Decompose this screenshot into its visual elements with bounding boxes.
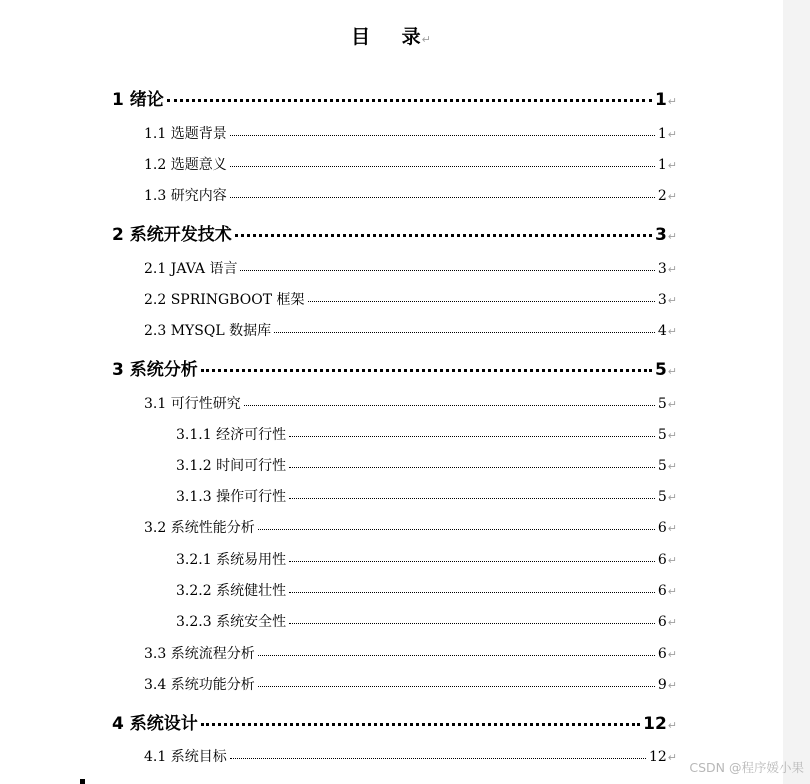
toc-leader bbox=[258, 655, 655, 656]
toc-page-number: 6 bbox=[657, 520, 667, 536]
toc-leader bbox=[230, 135, 655, 136]
toc-page-number: 3 bbox=[657, 292, 667, 308]
toc-leader bbox=[201, 369, 652, 372]
toc-title bbox=[0, 22, 783, 49]
toc-entry-subsection-3-1-2[interactable] bbox=[176, 455, 677, 475]
toc-leader bbox=[274, 332, 655, 333]
toc-leader bbox=[289, 561, 655, 562]
toc-entry-text: 3.1.2 时间可行性 bbox=[176, 458, 287, 474]
toc-entry-text: 2.3 MYSQL 数据库 bbox=[144, 323, 272, 339]
toc-entry-text: 4 系统设计 bbox=[112, 714, 198, 734]
toc-page-number: 5 bbox=[657, 458, 667, 474]
toc-entry-chapter-1[interactable] bbox=[112, 85, 677, 110]
toc-entry-chapter-3[interactable] bbox=[112, 355, 677, 380]
toc-leader bbox=[240, 270, 654, 271]
toc-entry-text: 1.1 选题背景 bbox=[144, 126, 227, 142]
toc-entry-subsection-3-1-3[interactable] bbox=[176, 486, 677, 506]
toc-leader bbox=[167, 99, 652, 102]
toc-entry-section-1-1[interactable] bbox=[144, 123, 677, 143]
toc-entry-section-1-3[interactable] bbox=[144, 185, 677, 205]
toc-entry-text: 3.2.1 系统易用性 bbox=[176, 552, 287, 568]
paragraph-mark: ↵ bbox=[667, 159, 677, 172]
page-corner-mark bbox=[80, 779, 85, 784]
toc-page-number: 5 bbox=[657, 489, 667, 505]
toc-page-number: 1 bbox=[657, 157, 667, 173]
paragraph-mark: ↵ bbox=[667, 325, 677, 338]
toc-entry-section-2-1[interactable] bbox=[144, 258, 677, 278]
toc-leader bbox=[289, 592, 655, 593]
toc-entry-text: 3.1.1 经济可行性 bbox=[176, 427, 287, 443]
paragraph-mark: ↵ bbox=[667, 294, 677, 307]
toc-entry-section-1-2[interactable] bbox=[144, 154, 677, 174]
paragraph-mark: ↵ bbox=[667, 398, 677, 411]
toc-entry-section-3-3[interactable] bbox=[144, 643, 677, 663]
toc-entry-section-2-2[interactable] bbox=[144, 289, 677, 309]
toc-entry-section-4-1[interactable] bbox=[144, 746, 677, 766]
toc-leader bbox=[308, 301, 655, 302]
toc-page-number: 2 bbox=[657, 188, 667, 204]
toc-entry-subsection-3-2-2[interactable] bbox=[176, 580, 677, 600]
paragraph-mark: ↵ bbox=[667, 585, 677, 598]
toc-leader bbox=[289, 498, 655, 499]
toc-page-number: 5 bbox=[657, 396, 667, 412]
paragraph-mark: ↵ bbox=[667, 128, 677, 141]
toc-page-number: 1 bbox=[654, 90, 667, 110]
window-gutter bbox=[783, 0, 810, 784]
toc-page-number: 6 bbox=[657, 614, 667, 630]
toc-entry-text: 2 系统开发技术 bbox=[112, 225, 232, 245]
toc-page-number: 4 bbox=[657, 323, 667, 339]
toc-leader bbox=[289, 623, 655, 624]
toc-entry-subsection-3-2-1[interactable] bbox=[176, 549, 677, 569]
toc-entry-text: 3 系统分析 bbox=[112, 360, 198, 380]
toc-page-number: 6 bbox=[657, 552, 667, 568]
watermark: CSDN @程序媛小果 bbox=[689, 760, 804, 775]
paragraph-mark: ↵ bbox=[667, 491, 677, 504]
toc-entry-text: 3.2 系统性能分析 bbox=[144, 520, 255, 536]
toc-entry-text: 3.3 系统流程分析 bbox=[144, 646, 255, 662]
paragraph-mark: ↵ bbox=[421, 33, 432, 46]
toc-page-number: 12 bbox=[643, 714, 667, 734]
toc-leader bbox=[230, 758, 646, 759]
toc-entry-text: 3.2.3 系统安全性 bbox=[176, 614, 287, 630]
toc-entry-text: 3.1.3 操作可行性 bbox=[176, 489, 287, 505]
toc-entry-text: 1.2 选题意义 bbox=[144, 157, 227, 173]
toc-leader bbox=[258, 686, 655, 687]
toc-entry-text: 2.1 JAVA 语言 bbox=[144, 261, 238, 277]
toc-leader bbox=[258, 529, 655, 530]
paragraph-mark: ↵ bbox=[667, 648, 677, 661]
toc-entry-subsection-3-2-3[interactable] bbox=[176, 611, 677, 631]
paragraph-mark: ↵ bbox=[667, 554, 677, 567]
paragraph-mark: ↵ bbox=[667, 190, 677, 203]
toc-page-number: 6 bbox=[657, 646, 667, 662]
toc-page-number: 1 bbox=[657, 126, 667, 142]
toc-page-number: 6 bbox=[657, 583, 667, 599]
paragraph-mark: ↵ bbox=[667, 429, 677, 442]
toc-entry-text: 1.3 研究内容 bbox=[144, 188, 227, 204]
paragraph-mark: ↵ bbox=[667, 460, 677, 473]
toc-leader bbox=[289, 436, 655, 437]
toc-title-text: 目 录 bbox=[351, 26, 422, 48]
paragraph-mark: ↵ bbox=[667, 230, 677, 243]
toc-page-number: 3 bbox=[654, 225, 667, 245]
toc-entry-section-3-1[interactable] bbox=[144, 393, 677, 413]
paragraph-mark: ↵ bbox=[667, 679, 677, 692]
toc-page-number: 5 bbox=[657, 427, 667, 443]
toc-entry-text: 4.1 系统目标 bbox=[144, 749, 227, 765]
toc-leader bbox=[244, 405, 655, 406]
toc-entry-chapter-4[interactable] bbox=[112, 709, 677, 734]
toc-entry-text: 1 绪论 bbox=[112, 90, 164, 110]
toc-page-number: 3 bbox=[657, 261, 667, 277]
paragraph-mark: ↵ bbox=[667, 751, 677, 764]
toc-leader bbox=[289, 467, 655, 468]
toc-entry-section-3-4[interactable] bbox=[144, 674, 677, 694]
toc-entry-section-2-3[interactable] bbox=[144, 320, 677, 340]
paragraph-mark: ↵ bbox=[667, 719, 677, 732]
paragraph-mark: ↵ bbox=[667, 522, 677, 535]
toc-leader bbox=[230, 197, 655, 198]
paragraph-mark: ↵ bbox=[667, 263, 677, 276]
toc-entry-text: 3.4 系统功能分析 bbox=[144, 677, 255, 693]
toc-leader bbox=[201, 723, 640, 726]
paragraph-mark: ↵ bbox=[667, 616, 677, 629]
paragraph-mark: ↵ bbox=[667, 365, 677, 378]
toc-page-number: 12 bbox=[648, 749, 667, 765]
toc-leader bbox=[235, 234, 652, 237]
toc-entry-subsection-3-1-1[interactable] bbox=[176, 424, 677, 444]
toc-entry-text: 3.1 可行性研究 bbox=[144, 396, 241, 412]
toc-leader bbox=[230, 166, 655, 167]
paragraph-mark: ↵ bbox=[667, 95, 677, 108]
toc-entry-chapter-2[interactable] bbox=[112, 220, 677, 245]
toc-entry-text: 2.2 SPRINGBOOT 框架 bbox=[144, 292, 305, 308]
toc-page-number: 5 bbox=[654, 360, 667, 380]
toc-entry-text: 3.2.2 系统健壮性 bbox=[176, 583, 287, 599]
toc-entry-section-3-2[interactable] bbox=[144, 517, 677, 537]
toc-page-number: 9 bbox=[657, 677, 667, 693]
